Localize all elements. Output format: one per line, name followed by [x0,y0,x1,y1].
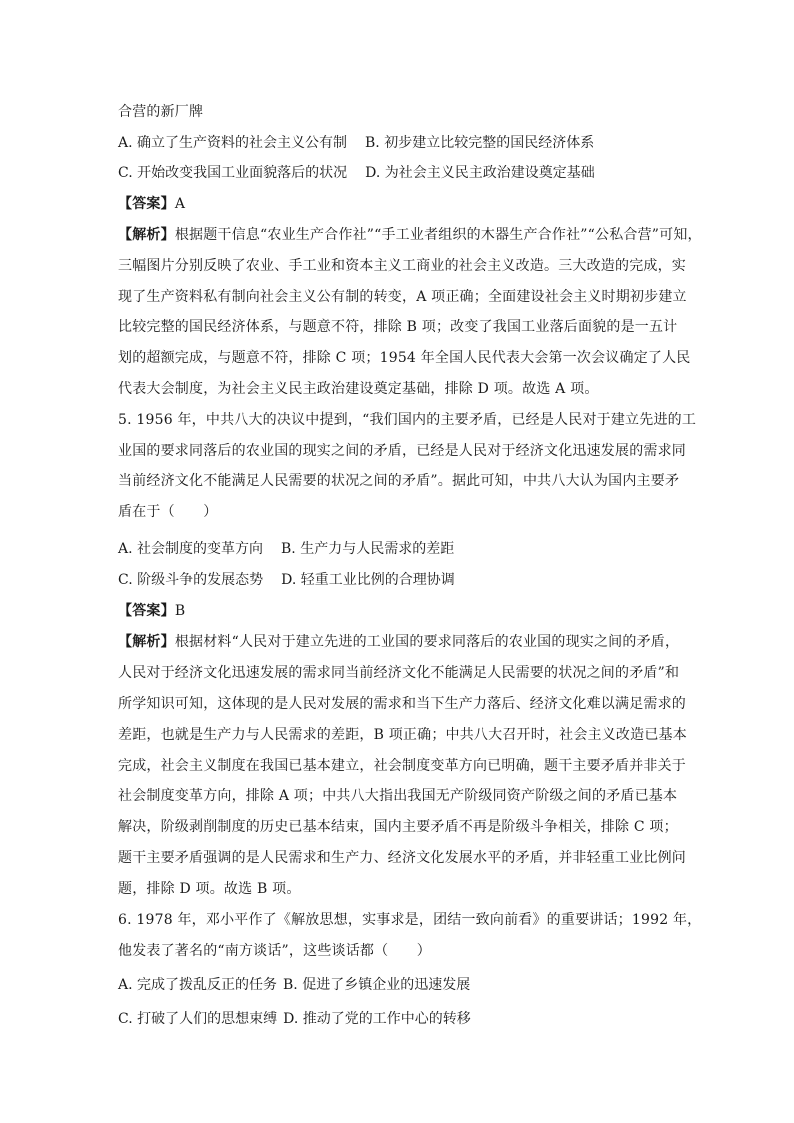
q6-options-row-1 [118,975,470,995]
q5-explanation-line: 题，排除 D 项。故选 B 项。 [118,881,301,897]
q4-explanation-line: 现了生产资料私有制向社会主义公有制的转变，A 项正确；全面建设社会主义时期初步建立 [118,289,687,305]
q5-explanation-line: 人民对于经济文化迅速发展的需求同当前经济文化不能满足人民需要的状况之间的矛盾”和 [118,665,680,681]
answer-label: 【答案】 [118,196,175,212]
q5-explanation-line: 差距，也就是生产力与人民需求的差距，B 项正确；中共八大召开时，社会主义改造已基本 [118,727,687,743]
q4-option-a: A. 确立了生产资料的社会主义公有制 [118,135,348,151]
text-line: 合营的新厂牌 [118,104,204,120]
q5-stem-line: 业国的要求同落后的农业国的现实之间的矛盾，已经是人民对于经济文化迅速发展的需求同 [118,443,686,459]
q4-explanation-line: 划的超额完成，与题意不符，排除 C 项；1954 年全国人民代表大会第一次会议确定了人民 [118,350,691,366]
q6-option-a: A. 完成了拨乱反正的任务 [118,977,278,993]
q6-option-c: C. 打破了人们的思想束缚 [118,1011,278,1027]
q4-explanation-line: 三幅图片分别反映了农业、手工业和资本主义工商业的社会主义改造。三大改造的完成，实 [118,258,686,274]
q5-options-row-2 [118,570,455,590]
q4-explanation-line: 比较完整的国民经济体系，与题意不符，排除 B 项；改变了我国工业落后面貌的是一五计 [118,319,678,335]
q5-explanation-line: 解决，阶级剥削制度的历史已基本结束，国内主要矛盾不再是阶级斗争相关，排除 C 项； [118,819,678,835]
answer-value: A [174,196,186,212]
explanation-label: 【解析】 [118,634,175,650]
explanation-text: 根据题干信息“农业生产合作社”“手工业者组织的木器生产合作社”“公私合营”可知， [174,227,702,243]
q6-option-b: B. 促进了乡镇企业的迅速发展 [283,977,471,993]
q5-explanation-line: 题干主要矛盾强调的是人民需求和生产力、经济文化发展水平的矛盾，并非轻重工业比例问 [118,850,686,866]
q4-option-d: D. 为社会主义民主政治建设奠定基础 [365,165,595,181]
q5-options-row-1 [118,539,454,559]
q5-explanation-line: 所学知识可知，这体现的是人民对发展的需求和当下生产力落后、经济文化难以满足需求的 [118,696,686,712]
explanation-text: 根据材料“人民对于建立先进的工业国的要求同落后的农业国的现实之间的矛盾， [174,634,680,650]
q4-explanation-line [118,225,702,245]
q5-stem-line: 当前经济文化不能满足人民需要的状况之间的矛盾”。据此可知，中共八大认为国内主要矛 [118,473,680,489]
q4-option-b: B. 初步建立比较完整的国民经济体系 [365,135,595,151]
q5-explanation-line [118,632,680,652]
q5-explanation-line: 完成，社会主义制度在我国已基本建立，社会制度变革方向已明确，题干主要矛盾并非关于 [118,758,686,774]
answer-label: 【答案】 [118,603,175,619]
q4-options-row-2 [118,163,595,183]
q5-stem-line: 盾在于（ ） [118,504,218,520]
q5-option-b: B. 生产力与人民需求的差距 [281,541,455,557]
q4-answer [118,194,185,214]
q5-option-a: A. 社会制度的变革方向 [118,541,264,557]
q5-stem-line: 5. 1956 年，中共八大的决议中提到，“我们国内的主要矛盾，已经是人民对于建立先进的工 [118,412,697,428]
q6-stem-line: 6. 1978 年，邓小平作了《解放思想，实事求是，团结一致向前看》的重要讲话；1992 年， [118,912,702,928]
q5-explanation-line: 社会制度变革方向，排除 A 项；中共八大指出我国无产阶级同资产阶级之间的矛盾已基本 [118,788,678,804]
q6-stem-line: 他发表了著名的“南方谈话”，这些谈话都（ ） [118,943,431,959]
q4-options-row-1 [118,133,594,153]
q5-option-c: C. 阶级斗争的发展态势 [118,572,264,588]
q4-option-c: C. 开始改变我国工业面貌落后的状况 [118,165,348,181]
q4-explanation-line: 代表大会制度，为社会主义民主政治建设奠定基础，排除 D 项。故选 A 项。 [118,381,599,397]
q5-answer [118,601,185,621]
answer-value: B [174,603,186,619]
q5-option-d: D. 轻重工业比例的合理协调 [281,572,455,588]
q6-option-d: D. 推动了党的工作中心的转移 [283,1011,471,1027]
q6-options-row-2 [118,1009,471,1029]
explanation-label: 【解析】 [118,227,175,243]
